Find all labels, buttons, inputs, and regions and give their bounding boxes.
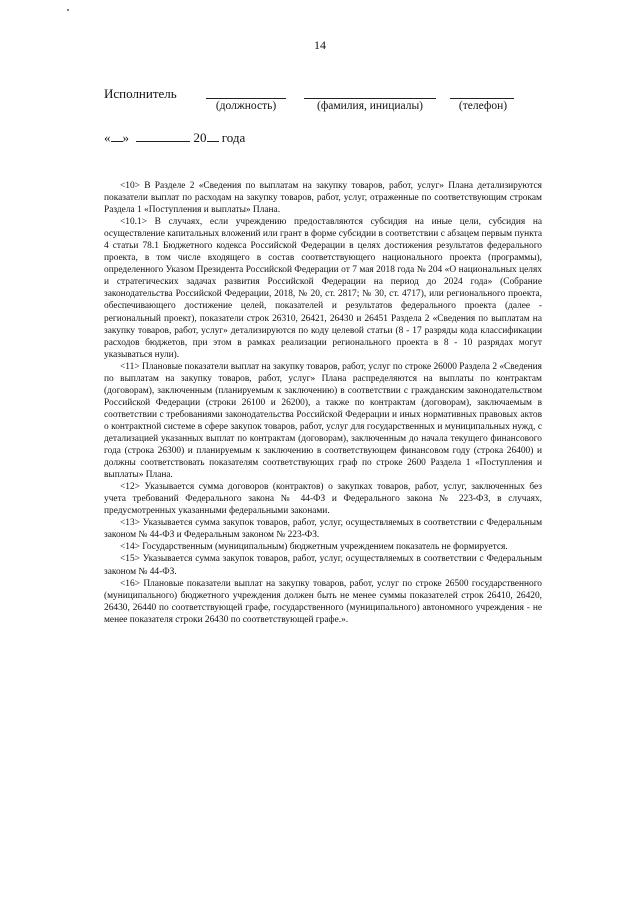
note-10-1: <10.1> В случаях, если учреждению предоставляются субсидия на иные цели, субсидия на осуществление капитальных вложений или грант в форме субсидии в соответствии с абзацем первым пункта 4 статьи 78.1 Бюджетного кодекса Российской Федерации в целях достижения результатов федерального проекта, в том числе входящего в состав соответствующего национального проекта (программы), определенного Указом Президента Российской Федерации от 7 мая 2018 года № 204 «О национальных целях и стратегических задачах развития Российской Федерации на период до 2024 года» (Собрание законодательства Российской Федерации, 2018, № 20, ст. 2817; № 30, ст. 4717), или регионального проекта, обеспечивающего достижение целей, показателей и результатов федерального проекта (далее - региональный проект), показатели строк 26310, 26421, 26430 и 26451 Раздела 2 «Сведения по выплатам на закупку товаров, работ, услуг» детализируются по коду целевой статьи (8 - 17 разряды кода классификации расходов бюджетов, при этом в рамках реализации регионального проекта в 8 - 10 разрядах могут указываться нули). xyxy=(104,217,542,360)
note-10: <10> В Разделе 2 «Сведения по выплатам на закупку товаров, работ, услуг» Плана детализируются показатели выплат по расходам на закупку товаров, работ, услуг, отраженные по соответствующим строкам Раздела 1 «Поступления и выплаты» Плана. xyxy=(104,181,542,216)
signature-block xyxy=(104,84,544,124)
note-12: <12> Указывается сумма договоров (контрактов) о закупках товаров, работ, услуг, заключенных без учета требований Федерального закона № 44-ФЗ и Федерального закона № 223-ФЗ, в случаях, предусмотренных указанными федеральными законами. xyxy=(104,482,542,517)
executor-label: Исполнитель xyxy=(104,86,177,101)
name-line xyxy=(304,98,436,99)
date-line xyxy=(104,130,245,146)
phone-caption: (телефон) xyxy=(458,100,508,112)
day-blank xyxy=(111,131,123,142)
position-line xyxy=(206,98,286,99)
phone-line xyxy=(450,98,514,99)
note-13: <13> Указывается сумма закупок товаров, работ, услуг, осуществляемых в соответствии с Федеральным законом № 44-ФЗ и Федеральным законом № 223-ФЗ. xyxy=(104,518,542,541)
date-open-quote: « xyxy=(104,130,111,145)
year-blank xyxy=(207,131,219,142)
note-14: <14> Государственным (муниципальным) бюджетным учреждением показатель не формируется. xyxy=(120,542,508,553)
scan-speck xyxy=(67,9,69,11)
date-close-quote: » xyxy=(122,130,129,145)
month-blank xyxy=(136,131,190,142)
year-suffix: года xyxy=(221,130,246,145)
name-caption: (фамилия, инициалы) xyxy=(316,100,424,112)
footnotes xyxy=(104,180,542,626)
page-number: 14 xyxy=(314,38,326,52)
position-caption: (должность) xyxy=(215,100,277,112)
note-16: <16> Плановые показатели выплат на закупку товаров, работ, услуг по строке 26500 государственного (муниципального) бюджетного учреждения должен быть не менее суммы показателей строк 26410, 26420, 26430, 26440 по соответствующей графе, государственного (муниципального) автономного учреждения - не менее показателя строки 26430 по соответствующей графе.». xyxy=(104,578,542,625)
note-15: <15> Указывается сумма закупок товаров, работ, услуг, осуществляемых в соответствии с Федеральным законом № 44-ФЗ. xyxy=(104,554,542,577)
note-11: <11> Плановые показатели выплат на закупку товаров, работ, услуг по строке 26000 Раздела 2 «Сведения по выплатам на закупку товаров, работ, услуг» Плана распределяются на выплаты по контрактам (договорам), заключенным (планируемым к заключению) в соответствии с гражданским законодательством Российской Федерации (строки 26100 и 26200), а также по контрактам (договорам), заключаемым в соответствии с требованиями законодательства Российской Федерации и иных нормативных правовых актов о контрактной системе в сфере закупок товаров, работ, услуг для государственных и муниципальных нужд, с детализацией указанных выплат по контрактам (договорам), заключенным до начала текущего финансового года (строка 26300) и планируемым к заключению в соответствующем финансовом году (строка 26400) и должны соответствовать показателям соответствующих граф по строке 2600 Раздела 1 «Поступления и выплаты» Плана. xyxy=(104,361,542,481)
year-prefix: 20 xyxy=(193,130,207,145)
